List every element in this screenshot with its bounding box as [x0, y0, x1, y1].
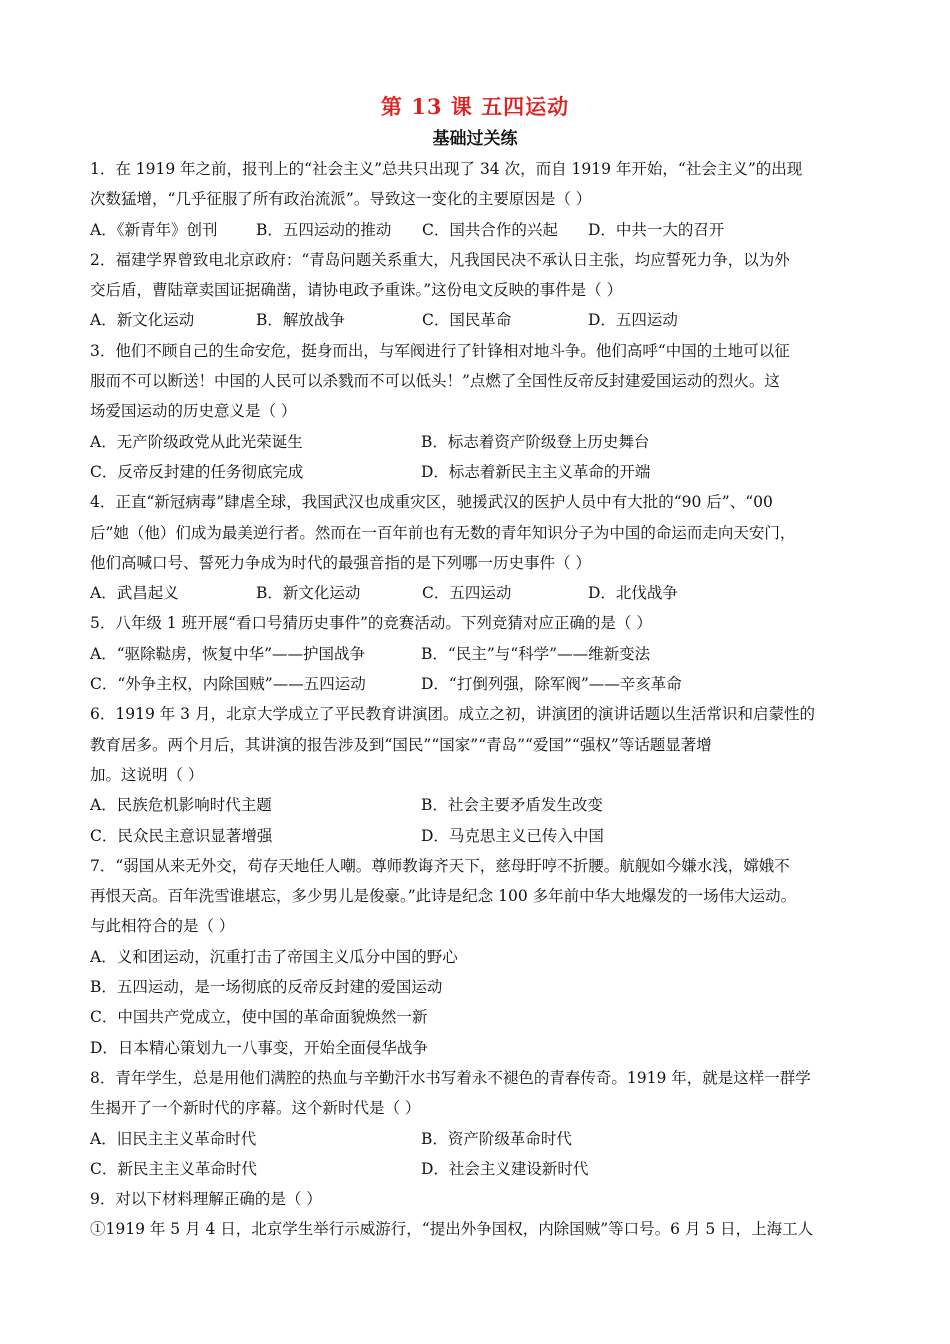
option-c[interactable]: C．新民主主义革命时代	[90, 1159, 257, 1178]
question-text: 后”她（他）们成为最美逆行者。然而在一百年前也有无数的青年知识分子为中国的命运而走向天安门，	[90, 523, 796, 542]
question-8	[90, 1063, 860, 1184]
question-5	[90, 608, 860, 699]
question-text: 交后盾，曹陆章卖国证据确凿，请协电政予重诛。”这份电文反映的事件是（ ）	[90, 281, 623, 300]
option-b[interactable]: B．社会主要矛盾发生改变	[421, 796, 603, 815]
document-page	[90, 92, 860, 1245]
options-row	[90, 790, 860, 820]
options-row	[90, 215, 860, 245]
option-b[interactable]: B．新文化运动	[256, 584, 361, 603]
option-c[interactable]: C．国共合作的兴起	[422, 220, 558, 239]
option-d[interactable]: D．标志着新民主主义革命的开端	[421, 462, 651, 481]
option-c[interactable]: C．国民革命	[422, 311, 512, 330]
options-row	[90, 1154, 860, 1184]
option-a[interactable]: A．“驱除鞑虏，恢复中华”——护国战争	[90, 644, 366, 663]
question-7	[90, 851, 860, 1063]
option-c[interactable]: C．五四运动	[422, 584, 512, 603]
option-d[interactable]: D．五四运动	[588, 311, 678, 330]
question-6	[90, 699, 860, 850]
option-a[interactable]: A．民族危机影响时代主题	[90, 796, 272, 815]
question-2	[90, 245, 860, 336]
question-text: 场爱国运动的历史意义是（ ）	[90, 402, 297, 421]
option-b[interactable]: B．解放战争	[256, 311, 345, 330]
option-d[interactable]: D．社会主义建设新时代	[421, 1159, 589, 1178]
options-row	[90, 669, 860, 699]
option-d[interactable]: D．北伐战争	[588, 584, 678, 603]
question-4	[90, 487, 860, 608]
option-a[interactable]: A．武昌起义	[90, 584, 179, 603]
question-text: 他们高喊口号、誓死力争成为时代的最强音指的是下列哪一历史事件（ ）	[90, 553, 591, 572]
question-text: 8．青年学生，总是用他们满腔的热血与辛勤汗水书写着永不褪色的青春传奇。1919 年，就是这样一群学	[90, 1068, 811, 1087]
material-text: ①1919 年 5 月 4 日，北京学生举行示威游行，“提出外争国权，内除国贼”等口号。6 月 5 日，上海工人	[90, 1220, 814, 1239]
question-text: 服而不可以断送！中国的人民可以杀戮而不可以低头！”点燃了全国性反帝反封建爱国运动的烈火。这	[90, 372, 780, 391]
options-row	[90, 305, 860, 335]
options-row	[90, 427, 860, 457]
question-text: 生揭开了一个新时代的序幕。这个新时代是（ ）	[90, 1099, 421, 1118]
question-text: 4．正直“新冠病毒”肆虐全球，我国武汉也成重灾区，驰援武汉的医护人员中有大批的“90 后”、“00	[90, 493, 773, 512]
option-b[interactable]: B．资产阶级革命时代	[421, 1129, 572, 1148]
option-a[interactable]: A．《新青年》创刊	[90, 220, 218, 239]
question-text: 5．八年级 1 班开展“看口号猜历史事件”的竞赛活动。下列竞猜对应正确的是（ ）	[90, 614, 652, 633]
options-row	[90, 457, 860, 487]
option-d[interactable]: D．“打倒列强，除军阀”——辛亥革命	[421, 675, 682, 694]
option-c[interactable]: C．反帝反封建的任务彻底完成	[90, 462, 304, 481]
question-3	[90, 336, 860, 487]
option-b[interactable]: B．五四运动的推动	[256, 220, 392, 239]
section-subtitle: 基础过关练	[432, 129, 518, 149]
option-d[interactable]: D．马克思主义已传入中国	[421, 826, 604, 845]
option-c[interactable]: C．民众民主意识显著增强	[90, 826, 273, 845]
option-a[interactable]: A．新文化运动	[90, 311, 195, 330]
question-text: 6．1919 年 3 月，北京大学成立了平民教育讲演团。成立之初，讲演团的演讲话题以生活常识和启蒙性的	[90, 705, 815, 724]
option-b[interactable]: B．五四运动，是一场彻底的反帝反封建的爱国运动	[90, 978, 443, 997]
question-9	[90, 1184, 860, 1245]
option-b[interactable]: B．“民主”与“科学”——维新变法	[421, 644, 651, 663]
options-row	[90, 578, 860, 608]
question-text: 教育居多。两个月后，其讲演的报告涉及到“国民”“国家”“青岛”“爱国”“强权”等话题显著增	[90, 735, 712, 754]
option-a[interactable]: A．义和团运动，沉重打击了帝国主义瓜分中国的野心	[90, 947, 458, 966]
question-1	[90, 154, 860, 245]
question-text: 加。这说明（ ）	[90, 765, 204, 784]
question-text: 1．在 1919 年之前，报刊上的“社会主义”总共只出现了 34 次，而自 1919 年开始，“社会主义”的出现	[90, 160, 803, 178]
option-c[interactable]: C．中国共产党成立，使中国的革命面貌焕然一新	[90, 1008, 428, 1027]
option-d[interactable]: D．中共一大的召开	[588, 220, 725, 239]
question-text: 7．“弱国从来无外交，苟存天地任人嘲。尊师教诲齐天下，慈母盱哼不折腰。航舰如今嫌水浅，嫦娥不	[90, 856, 790, 875]
question-text: 次数猛增，“几乎征服了所有政治流派”。导致这一变化的主要原因是（ ）	[90, 190, 592, 209]
options-row	[90, 639, 860, 669]
options-row	[90, 1124, 860, 1154]
option-a[interactable]: A．无产阶级政党从此光荣诞生	[90, 432, 303, 451]
question-text: 与此相符合的是（ ）	[90, 917, 235, 936]
option-b[interactable]: B．标志着资产阶级登上历史舞台	[421, 432, 650, 451]
question-text: 再恨天高。百年洗雪谁堪忘，多少男儿是俊豪。”此诗是纪念 100 多年前中华大地爆发的一场伟大运动。	[90, 887, 797, 906]
question-text: 9．对以下材料理解正确的是（ ）	[90, 1190, 322, 1209]
question-text: 3．他们不顾自己的生命安危，挺身而出，与军阀进行了针锋相对地斗争。他们高呼“中国的土地可以征	[90, 341, 790, 360]
option-d[interactable]: D．日本精心策划九一八事变，开始全面侵华战争	[90, 1038, 428, 1057]
options-row	[90, 821, 860, 851]
option-a[interactable]: A．旧民主主义革命时代	[90, 1129, 257, 1148]
question-text: 2．福建学界曾致电北京政府：“青岛问题关系重大，凡我国民决不承认日主张，均应誓死力争，以为外	[90, 250, 790, 269]
page-title: 第 13 课 五四运动	[380, 94, 570, 119]
option-c[interactable]: C．“外争主权，内除国贼”——五四运动	[90, 675, 366, 694]
